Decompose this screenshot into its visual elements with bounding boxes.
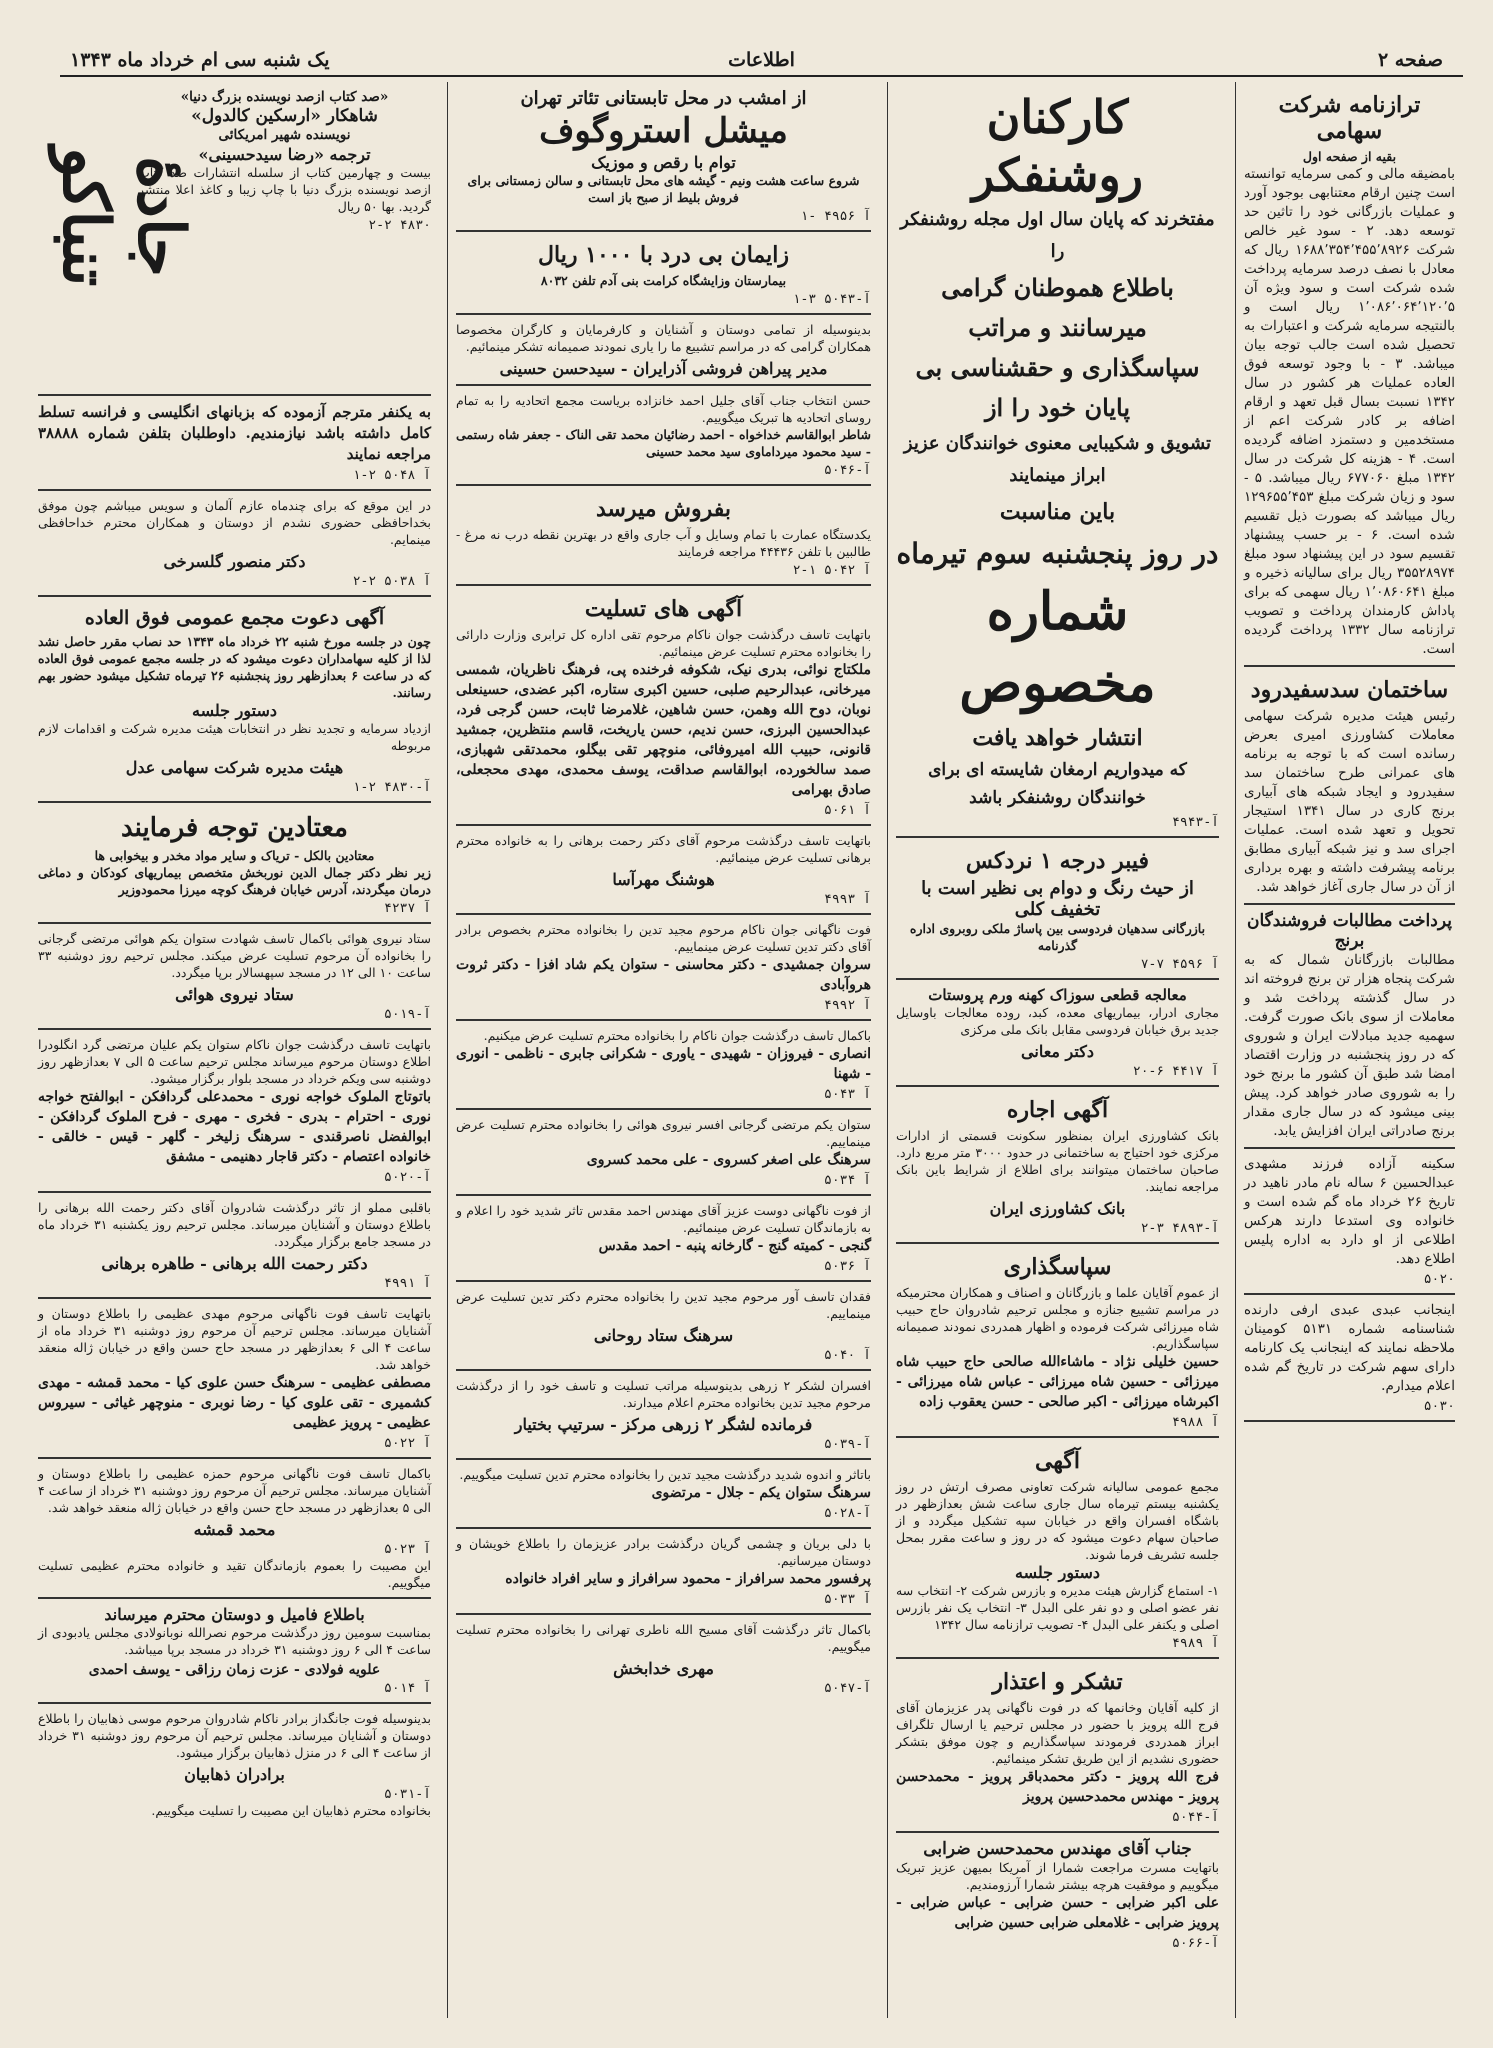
ad-body: بیست و چهارمین کتاب از سلسله انتشارات صد کتاب ازصد نویسنده بزرگ دنیا با چاپ زیبا و کاغذ اعلا منتشر گردید. بها ۵۰ ریال — [138, 165, 431, 214]
ad-body: بدینوسیله از تمامی دوستان و آشنایان و کارفرمایان و کارگران مخصوصا همکاران گرامی که در مراسم تشییع ما را یاری نمودند صمیمانه تشکر مینمائیم. — [456, 322, 871, 354]
farewell-notice — [38, 491, 431, 597]
column-balance-sheet — [1235, 82, 1463, 2018]
condolence-3 — [456, 915, 871, 1021]
ad-title: باطلاع فامیل و دوستان محترم میرساند — [104, 1605, 365, 1624]
congrats-notice — [896, 1833, 1219, 1957]
ad-line: ترجمه «رضا سیدحسینی» — [198, 145, 371, 164]
ad-title: جناب آقای مهندس محمدحسن ضرابی — [923, 1839, 1192, 1859]
ad-body: چون در جلسه مورخ شنبه ۲۲ خرداد ماه ۱۳۴۳ حد نصاب مقرر حاصل نشد لذا از کلیه سهامداران دعوت میشود که در جلسه مجمع عمومی فوق العاده که در ساعت ۶ بعدازظهر روز پنجشنبه ۲۶ تیرماه تشکیل میشود حضور بهم رسانند. — [38, 634, 432, 700]
ad-code: آ-۵۰۴۳ ۳-۱ — [792, 292, 871, 307]
ad-code: آ ۵۰۳۸ ۲-۲ — [352, 574, 431, 589]
condolence-5 — [456, 1110, 871, 1196]
ad-names: پرفسور محمد سرافراز - محمود سرافراز و سایر افراد خانواده — [505, 1571, 871, 1587]
column-left — [30, 82, 439, 2018]
ad-code: آ ۵۰۲۳ — [384, 1542, 431, 1557]
ad-title: معالجه قطعی سوزاک کهنه ورم پروستات — [928, 986, 1187, 1004]
ad-code: آ ۴۹۹۲ — [824, 998, 871, 1013]
ad-line: شاهکار «ارسکین کالدول» — [191, 106, 378, 126]
ad-body: از حیث رنگ و دوام بی نظیر است با تخفیف کلی — [921, 878, 1194, 920]
ad-code: آ-۵۰۴۴ — [1172, 1810, 1219, 1825]
ad-line: مفتخرند که پایان سال اول مجله روشنفکر را — [900, 209, 1215, 262]
notice-body: اینجانب عبدی عبدی ارفی دارنده شناسنامه شماره ۵۱۳۱ کومینان ملاحظه نمایند که اینجانب یک کارنامه دارای سهم شرکت در تاریخ گم شده اعلام میدارم. — [1244, 1302, 1455, 1394]
ad-names: مصطفی عظیمی - سرهنگ حسن علوی کیا - محمد قمشه - مهدی کشمیری - تقی علوی کیا - رضا نوبری - منوچهر غیاثی - سیروس عظیمی - پرویز عظیمی — [38, 1375, 431, 1431]
agenda-items: ۱- استماع گزارش هیئت مدیره و بازرس شرکت ۲- انتخاب سه نفر عضو اصلی و دو نفر علی البدل ۳- انتخاب یک نفر بازرس اصلی و یکنفر علی البدل ۴- تصویب ترازنامه سال ۱۳۴۲ — [896, 1583, 1220, 1632]
column-notices — [447, 82, 879, 2018]
article-body: مطالبات بازرگانان شمال که به شرکت پنجاه هزار تن برنج فروخته اند در سال گذشته پرداخت شد و معاملات از سوی بانک صورت گرفت. سهمیه جدید مبادلات ایران و شوروی که در روز پنجشنبه در وزارت اقتصاد امضا شد طبق آن کشور ما برنج خود را به شوروی صادر خواهد کرد. پیش بینی میشود که در سال جاری مقدار برنج صادراتی ایران افزایش یابد. — [1244, 952, 1455, 1139]
memorial-notice-2 — [38, 1193, 431, 1299]
ad-names: سروان جمشیدی - دکتر محاسنی - ستوان یکم شاد افزا - دکتر ثروت هروآبادی — [456, 957, 871, 993]
addiction-ad — [38, 803, 431, 924]
gratitude-notice — [896, 1659, 1219, 1833]
ad-signature: مهری خدابخش — [613, 1659, 714, 1678]
ad-note: این مصیبت را بعموم بازماندگان تقید و خانواده محترم عظیمی تسلیت میگوییم. — [38, 1558, 431, 1590]
roshanfekr-ad — [896, 82, 1219, 838]
special-issue: شماره مخصوص — [959, 581, 1156, 714]
ad-code: آ ۵۰۴۳ — [824, 1087, 871, 1102]
ad-names: سرهنگ علی اصغر کسروی - علی محمد کسروی — [586, 1152, 871, 1168]
ad-body: از فوت ناگهانی دوست عزیز آقای مهندس احمد مقدس تاثر شدید خود را اعلام و به بازماندگان تسلیت عرض مینمائیم. — [456, 1203, 871, 1235]
ad-subtitle: معتادین بالکل - تریاک و سایر مواد مخدر و بیخوابی ها — [94, 848, 375, 863]
ad-code: آ ۴۵۹۶ ۷-۷ — [1140, 957, 1219, 972]
ad-body: بمناسبت سومین روز درگذشت مرحوم نصرالله نوبانولادی مجلس یادبودی از ساعت ۴ الی ۶ روز دوشنبه ۳۱ خرداد در مسجد برپا میباشد. — [38, 1625, 431, 1657]
ad-code: آ ۴۹۵۶ -۱ — [800, 209, 871, 224]
condolence-2 — [456, 826, 871, 915]
ad-body: در این موقع که برای چندماه عازم آلمان و سویس میباشم چون موفق بخداحافظی حضوری نشدم از دوستان و همکاران محترم خداحافظی مینمایم. — [38, 498, 431, 547]
agenda-title: دستور جلسه — [192, 701, 277, 720]
ad-body: به یکنفر مترجم آزموده که بزبانهای انگلیسی و فرانسه تسلط کامل داشته باشد نیازمندیم. داوطلبان بتلفن شماره ۳۸۸۸۸ مراجعه نمایند — [38, 403, 431, 463]
maternity-ad — [456, 232, 871, 315]
ad-names: علی اکبر ضرابی - حسن ضرابی - عباس ضرابی - پرویز ضرابی - غلامعلی ضرابی حسین ضرابی — [896, 1895, 1219, 1931]
ad-body: با دلی بریان و چشمی گریان درگذشت برادر عزیزمان را باطلاع خویشان و دوستان میرسانیم. — [456, 1536, 871, 1568]
ad-code: آ-۵۰۶۶ — [1172, 1936, 1219, 1951]
ad-code: آ ۴۹۹۱ — [384, 1276, 431, 1291]
ad-line: انتشار خواهد یافت — [972, 725, 1143, 751]
memorial-notice-4 — [38, 1459, 431, 1599]
ad-title: آگهی — [1034, 1448, 1081, 1474]
ad-code: آ-۵۰۴۶ — [824, 463, 871, 478]
shop-thanks — [456, 315, 871, 386]
ad-code: آ ۵۰۳۶ — [824, 1259, 871, 1274]
condolence-8 — [456, 1371, 871, 1460]
extraordinary-meeting — [38, 597, 431, 803]
ad-names: سرهنگ ستوان یکم - جلال - مرتضوی — [651, 1485, 871, 1501]
tobacco-road-ad — [38, 82, 431, 396]
ad-title: میشل استروگوف — [539, 111, 788, 151]
ad-names: فرج الله پرویز - دکتر محمدباقر پرویز - محمدحسن پرویز - مهندس محمدحسین پرویز — [896, 1769, 1219, 1805]
article-title: ترازنامه شرکت سهامی — [1278, 92, 1421, 144]
ad-body: افسران لشکر ۲ زرهی بدینوسیله مراتب تسلیت و تاسف خود را از درگذشت مرحوم مجید تدین بخانواده محترم اعلام میدارند. — [456, 1378, 872, 1410]
thanks-notice — [896, 1244, 1219, 1438]
memorial-notice-6 — [38, 1704, 431, 1825]
ad-title: زایمان بی درد با ۱۰۰۰ ریال — [538, 242, 789, 268]
article-title: ساختمان سدسفیدرود — [1250, 677, 1449, 703]
condolence-9 — [456, 1460, 871, 1529]
article-body: رئیس هیئت مدیره شرکت سهامی معاملات کشاورزی امیری بعرض رسانده است که با توجه به برنامه های عمرانی طرح ساختمان سد سفیدرود و ایجاد شبکه های آبیاری برنج کاری در سال ۱۳۴۱ استیجار تحویل و تعهد شده است. عملیات اجرای سد و نیز شبکه آبیاری مطابق برنامه پیشرفت داشته و بهره برداری از آن در سال جاری آغاز خواهد شد. — [1244, 708, 1456, 895]
ad-names: گنجی - کمیته گنج - گارخانه پنبه - احمد مقدس — [598, 1238, 871, 1254]
assembly-notice — [896, 1438, 1219, 1659]
missing-child-notice — [1244, 1149, 1455, 1295]
ad-signature: دکتر رحمت الله برهانی - طاهره برهانی — [101, 1254, 368, 1273]
ad-signature: برادران ذهابیان — [184, 1765, 285, 1784]
ad-code: آ-۵۰۴۷ — [824, 1681, 871, 1696]
ad-signature: فرمانده لشگر ۲ زرهی مرکز - سرتیپ بختیار — [514, 1415, 813, 1434]
column-roshanfekr — [887, 82, 1227, 2018]
ad-signature: مدیر پیراهن فروشی آذرایران - سیدحسن حسینی — [499, 359, 828, 378]
notice-body: سکینه آزاده فرزند مشهدی عبدالحسین ۶ ساله نام مادر ناهید در تاریخ ۲۶ خرداد ماه گم شده است و خانواده وی استدعا دارند هرکس اطلاعی از او دارد به اداره پلیس اطلاع دهد. — [1244, 1156, 1456, 1267]
ad-line: تشویق و شکیبایی معنوی خوانندگان عزیز ابراز مینمایند — [903, 433, 1212, 486]
ad-body: باکمال تاسف درگذشت جوان ناکام را بخانواده محترم تسلیت عرض میکنیم. — [483, 1028, 871, 1043]
dam-article — [1244, 667, 1455, 905]
ad-body: ستاد نیروی هوائی باکمال تاسف شهادت ستوان یکم هوائی مرتضی گرجانی را بخانواده آن مرحوم تسلیت عرض میکند. مجلس ترحیم روز دوشنبه ۳۳ ساعت ۱۰ الی ۱۲ در مسجد سپهسالار برپا میگردد. — [38, 931, 431, 980]
for-sale-ad — [456, 486, 871, 586]
ad-line: که میدواریم ارمغان شایسته ای برای خوانندگان روشنفکر باشد — [928, 760, 1187, 808]
ad-code: آ ۴۹۸۹ — [1172, 1636, 1219, 1651]
rice-article — [1244, 905, 1455, 1149]
ad-body: بدینوسیله فوت جانگداز برادر ناکام شادروان مرحوم موسی ذهابیان را باطلاع دوستان و آشنایان میرساند. مجلس ترحیم آن مرحوم روز دوشنبه ۳۱ خرداد از ساعت ۴ الی ۶ در منزل ذهابیان برگزار میشود. — [38, 1711, 431, 1760]
translator-wanted — [38, 396, 431, 491]
ad-code: آ-۵۰۱۹ — [384, 1007, 431, 1022]
election-congrats — [456, 386, 871, 486]
page-number: صفحه ۲ — [1377, 49, 1443, 71]
ad-signature: هیئت مدیره شرکت سهامی عدل — [125, 758, 344, 777]
ad-code: آ ۴۹۹۳ — [824, 892, 871, 907]
ad-body: از عموم آقایان علما و بازرگانان و اصناف و همکاران محترمیکه در مراسم تشییع جنازه و مجلس ترحیم شادروان حاج حبیب شاه میرزائی شرکت فرموده و اظهار همدردی نمودند صمیمانه سپاسگذاریم. — [896, 1285, 1219, 1351]
ad-code: آ ۵۰۴۲ ۱-۲ — [792, 563, 871, 578]
ad-address: بازرگانی سدهیان فردوسی بین پاساژ ملکی روبروی اداره گذرنامه — [909, 921, 1206, 953]
ad-code: آ ۵۰۴۰ — [824, 1348, 871, 1363]
ad-body: فوت ناگهانی جوان ناکام مرحوم مجید تدین را بخانواده محترم بخصوص برادر آقای دکتر تدین تسلیت عرض مینماییم. — [456, 922, 871, 954]
ad-body: باقلبی مملو از تاثر درگذشت شادروان آقای دکتر رحمت الله برهانی را باطلاع دوستان و آشنایان میرساند. مجلس ترحیم روز یکشنبه ۳۱ خرداد ماه در مسجد جامع برگزار میگردد. — [38, 1200, 431, 1249]
ad-body: باتهایت مسرت مراجعت شمارا از آمریکا بمیهن عزیز تبریک میگوییم و موفقیت هرچه بیشتر شمارا آرزومندیم. — [896, 1860, 1219, 1892]
ad-body: شروع ساعت هشت ونیم - گیشه های محل تابستانی و سالن زمستانی برای فروش بلیط از صبح باز است — [467, 173, 860, 205]
ad-names: انصاری - فیروزان - شهیدی - یاوری - شکرانی جابری - ناظمی - انوری - شهنا — [456, 1046, 871, 1082]
ad-body: ستوان یکم مرتضی گرجانی افسر نیروی هوائی را بخانواده محترم تسلیت عرض مینماییم. — [456, 1117, 871, 1149]
condolence-10 — [456, 1529, 871, 1615]
ad-code: ۵۰۳۰ — [1423, 1399, 1455, 1414]
fiber-ad — [896, 838, 1219, 980]
memorial-notice-1 — [38, 1030, 431, 1193]
ad-body: فقدان تاسف آور مرحوم مجید تدین را بخانواده محترم دکتر تدین تسلیت عرض مینماییم. — [456, 1289, 871, 1321]
ad-signature: دکتر منصور گلسرخی — [163, 552, 306, 571]
ad-line: باین مناسبت — [999, 499, 1116, 525]
ad-code: آ ۵۰۳۴ — [824, 1173, 871, 1188]
section-title: آگهی های تسلیت — [584, 596, 743, 622]
ad-title: آگهی دعوت مجمع عمومی فوق العاده — [84, 607, 385, 629]
ad-code: آ-۴۹۴۳ — [1172, 815, 1219, 830]
ad-signature: سرهنگ ستاد روحانی — [593, 1326, 734, 1345]
ad-names: علویه فولادی - عزت زمان رزاقی - یوسف احمدی — [88, 1662, 381, 1678]
rent-notice — [896, 1087, 1219, 1244]
memorial-notice-3 — [38, 1299, 431, 1459]
ad-body: بیمارستان وزایشگاه کرامت بنی آدم تلفن ۸۰۳۲ — [540, 273, 787, 288]
ad-names: شاطر ابوالقاسم خداخواه - احمد رضائیان محمد تقی الناک - جعفر شاه رستمی - سید محمود میرداماوی سید محمد حسینی — [456, 427, 871, 459]
ad-signature: ستاد نیروی هوائی — [175, 985, 294, 1004]
ad-body: باکمال تاثر درگذشت آقای مسیح الله ناطری تهرانی را بخانواده محترم تسلیت میگوییم. — [456, 1622, 871, 1654]
article-subtitle: بقیه از صفحه اول — [1302, 149, 1397, 164]
ad-code: آ-۵۰۲۸ — [824, 1506, 871, 1521]
theater-ad — [456, 82, 871, 232]
ad-code: ۵۰۲۰ — [1423, 1272, 1455, 1287]
ad-body: یکدستگاه عمارت با تمام وسایل و آب جاری واقع در بهترین نقطه درب نه مرغ - طالبین با تلفن ۴۴۴۳۶ مراجعه فرمایند — [456, 527, 871, 559]
ad-signature: دکتر معانی — [1021, 1042, 1094, 1061]
condolence-1 — [456, 586, 871, 826]
ad-code: آ-۴۸۹۳ ۳-۲ — [1140, 1221, 1219, 1236]
ad-title: سپاسگذاری — [1003, 1254, 1112, 1280]
air-force-notice — [38, 924, 431, 1030]
ad-signature: محمد قمشه — [193, 1520, 276, 1539]
issue-date: یک شنبه سی ام خرداد ماه ۱۳۴۳ — [70, 49, 330, 71]
ad-signature: هوشنگ مهرآسا — [612, 870, 715, 889]
article-title: پرداخت مطالبات فروشندگان برنج — [1247, 911, 1452, 951]
newspaper-name: اطلاعات — [728, 49, 795, 71]
ad-line: باطلاع هموطنان گرامی میرسانند و مراتب — [941, 273, 1174, 342]
condolence-4 — [456, 1021, 871, 1110]
agenda-title: دستور جلسه — [1015, 1563, 1100, 1582]
clinic-ad — [896, 980, 1219, 1087]
ad-body: باتهایت تاسف فوت ناگهانی مرحوم مهدی عظیمی را باطلاع دوستان و آشنایان میرساند. مجلس ترحیم آن مرحوم روز دوشنبه ۳۱ خرداد ماه از ساعت ۴ الی ۶ بعدازظهر در مسجد حاج حسن واقع در خیابان ژاله منعقد خواهد شد. — [38, 1306, 431, 1372]
ad-title: کارکنان روشنفکر — [972, 90, 1143, 202]
ad-line: سپاسگذاری و حقشناسی بی پایان خود را از — [915, 353, 1200, 422]
agenda-items: ازدیاد سرمایه و تجدید نظر در انتخابات هیئت مدیره شرکت و اقدامات لازم مربوطه — [38, 721, 431, 753]
ad-title: تشکر و اعتذار — [992, 1669, 1123, 1695]
ad-code: آ ۵۰۱۴ — [384, 1681, 431, 1696]
ad-body: باتهایت تاسف درگذشت جوان ناکام ستوان یکم علیان مرتضی گرد انگلودرا اطلاع دوستان مرحوم میرساند مجلس ترحیم ساعت ۵ الی ۷ بعدازظهر روز دوشنبه سی ویکم خرداد در مسجد بلوار برگزار میشود. — [38, 1037, 431, 1086]
ad-subtitle: از امشب در محل تابستانی تئاتر تهران — [520, 88, 807, 109]
condolence-6 — [456, 1196, 871, 1282]
ad-names: حسین خلیلی نژاد - ماشاءالله صالحی حاج حبیب شاه میرزائی - حسین شاه میرزائی - عباس شاه میرزائی - اکبرشاه میرزائی - اکبر صالحی - حسن یعقوب زاده — [896, 1354, 1219, 1410]
balance-sheet-article — [1244, 82, 1455, 667]
ad-code: آ ۵۰۴۸ ۲-۱ — [352, 468, 431, 483]
ad-title: معتادین توجه فرمایند — [121, 813, 348, 843]
ad-title: بفروش میرسد — [595, 496, 732, 522]
ad-body: زیر نظر دکتر جمال الدین نوربخش متخصص بیماریهای کودکان و دماغی درمان میگردند، آدرس خیابان فرهنگ کوچه میرزا محمودوزیر — [38, 865, 431, 897]
ad-code: ۴۸۳۰ ۲-۲ — [368, 218, 431, 233]
condolence-7 — [456, 1282, 871, 1371]
ad-code: آ-۴۸۳۰ ۲-۱ — [352, 780, 431, 795]
ad-code: آ ۵۰۲۲ — [384, 1436, 431, 1451]
ad-body: مجمع عمومی سالیانه شرکت تعاونی مصرف ارتش در روز یکشنبه بیستم تیرماه سال جاری ساعت شش بعدازظهر در باشگاه افسران واقع در خیابان سپه تشکیل میگردد و از صاحبان سهام دعوت میشود که در روز و ساعت مقرر بمحل جلسه تشریف فرما شوند. — [896, 1479, 1219, 1562]
page-header — [60, 45, 1463, 77]
ad-body: بانک کشاورزی ایران بمنظور سکونت قسمتی از ادارات مرکزی خود احتیاج به ساختمانی در حدود ۳۰۰۰ متر مربع دارد. صاحبان ساختمان میتوانند برای اطلاع از شرایط باین بانک مراجعه نمایند. — [896, 1128, 1219, 1194]
article-body: بامضیقه مالی و کمی سرمایه توانسته است چنین ارقام معتنابهی بوجود آورد و عملیات بازرگانی خود را تاثین حد توسعه دهد. ۲ - سود غیر خالص شرکت ۱۶۸۸٬۳۵۴٬۴۵۵٬۸۹۲۶ ریال که معادل با نصف درصد سرمایه پرداخت شده شرکت است و سود ویژه آن ۱٬۰۸۶٬۰۶۴٬۱۲۰٬۵ ریال است و بالنتیجه سرمایه شرکت و اعتبارات به تحصیل شده است جالب توجه بیان میباشد. ۳ - با وجود توسعه فوق العاده عملیات هر کشور در سال ۱۳۴۲ نسبت بسال قبل تعهد و ارقام اضافه بر کادر شرکت اعم از مستخدمین و دستمزد اضافه گردیده است. ۴ - هزینه کل شرکت در سال ۱۳۴۲ مبلغ ۶۷۷۰۶۰ ریال میباشد. ۵ - سود و زیان شرکت مبلغ ۱۲۹۶۵۵٬۴۵۳ ریال میباشد که بصورت ذیل تقسیم شده است. ۶ - بر حسب پیشنهاد تقسیم سود در این پیشنهاد سود مبلغ ۳۵۵۲۸۹۷۴ ریال برای سالیانه ذخیره و مبلغ ۱٬۰۸۶۰۶۴۱ ریال سهمی که برای پاداش کارمندان پرداخت و تصویب ترازنامه سال ۱۳۳۲ پرداخت گردیده است. — [1244, 166, 1455, 657]
ad-code: آ-۵۰۳۹ — [824, 1437, 871, 1452]
ad-body: از کلیه آقایان وخانمها که در فوت ناگهانی پدر عزیزمان آقای فرج الله پرویز با حضور در مجلس ترحیم یا ارسال تلگراف ابراز همدردی فرمودند سپاسگذاریم و چون موفق بتشکر حضوری نشدیم از این طریق تشکر مینمائیم. — [896, 1700, 1219, 1766]
ad-note: بخانواده محترم ذهابیان این مصیبت را تسلیت میگوییم. — [151, 1803, 431, 1818]
ad-body: باتهایت تاسف درگذشت مرحوم آقای دکتر رحمت برهانی را به خانواده محترم برهانی تسلیت عرض مینمائیم. — [456, 833, 871, 865]
ad-signature: بانک کشاورزی ایران — [989, 1199, 1126, 1218]
ad-line: در روز پنجشنبه سوم تیرماه — [896, 537, 1219, 570]
book-title: جادهٔ تنباکو — [48, 147, 198, 287]
ad-body: باکمال تاسف فوت ناگهانی مرحوم حمزه عظیمی را باطلاع دوستان و آشنایان میرساند. مجلس ترحیم آن مرحوم روز دوشنبه ۳۱ خرداد از ساعت ۴ الی ۵ بعدازظهر در مسجد حاج حسن واقع در خیابان ژاله منعقد خواهد شد. — [38, 1466, 432, 1515]
ad-body: باتاثر و اندوه شدید درگذشت مجید تدین را بخانواده محترم تدین تسلیت میگوییم. — [459, 1467, 871, 1482]
ad-names: باتوتاج الملوک خواجه نوری - محمدعلی گردافکن - ابوالفتح خواجه نوری - احترام - بدری - فخری - مهری - فرح الملوک گردافکن - ابوالفضل ناصرقندی - سرهنگ زلیخر - گلهر - قیس - خالقی - خانواده اعتصام - دکتر قاجار دهنیمی - مشفق — [38, 1089, 431, 1165]
ad-code: آ ۵۰۶۱ — [824, 803, 871, 818]
ad-code: آ-۵۰۲۰ — [384, 1170, 431, 1185]
ad-line: «صد کتاب ازصد نویسنده بزرگ دنیا» — [180, 89, 389, 105]
lost-document-notice — [1244, 1295, 1455, 1422]
ad-body: باتهایت تاسف درگذشت جوان ناکام مرحوم تقی اداره کل ترابری وزارت دارائی را بخانواده محترم تسلیت عرض مینمائیم. — [456, 627, 871, 659]
ad-code: آ ۴۹۸۸ — [1172, 1415, 1219, 1430]
ad-code: آ ۴۴۱۷ ۶-۲۰ — [1132, 1064, 1219, 1079]
ad-title: آگهی اجاره — [1006, 1097, 1109, 1123]
ad-body: حسن انتخاب جناب آقای جلیل احمد خانزاده بریاست مجمع اتحادیه را به تمام روسای اتحادیه ها تبریک میگوییم. — [456, 393, 871, 425]
ad-code: آ-۵۰۳۱ — [384, 1787, 431, 1802]
ad-names: ملکتاج نوائی، بدری نیک، شکوفه فرخنده پی، فرهنگ ناظریان، شمسی میرخانی، عبدالرحیم صلبی، حسین اکبری ستاره، اکبر عضدی، حسینعلی نوبان، دوح الله وهمن، حسن شاهین، غلامرضا ثابت، حسن گرجی فرد، عبدالحسین البرزی، حسن ندیم، حسن یاریخت، قاسم منتظرین، جمشید قانونی، حبیب الله امیروفائی، منوچهر تقی بیگلو، محمدتقی شهبازی، صمد سالخورده، ابوالقاسم صداقت، یوسف محمدی، مهدی محجعلی، صادق بهرامی — [456, 662, 871, 798]
memorial-notice-5 — [38, 1599, 431, 1704]
ad-title: فیبر درجه ۱ نردکس — [965, 848, 1150, 874]
ad-line: توام با رقص و موزیک — [591, 153, 736, 172]
ad-body: مجاری ادرار، بیماریهای معده، کبد، روده معالجات باوسایل جدید برق خیابان فردوسی مقابل بانک ملی مرکزی — [896, 1005, 1219, 1037]
ad-code: آ ۵۰۳۳ — [824, 1592, 871, 1607]
condolence-11 — [456, 1615, 871, 1702]
ad-line: نویسنده شهیر امریکائی — [218, 127, 351, 143]
ad-code: آ ۴۲۳۷ — [384, 901, 431, 916]
